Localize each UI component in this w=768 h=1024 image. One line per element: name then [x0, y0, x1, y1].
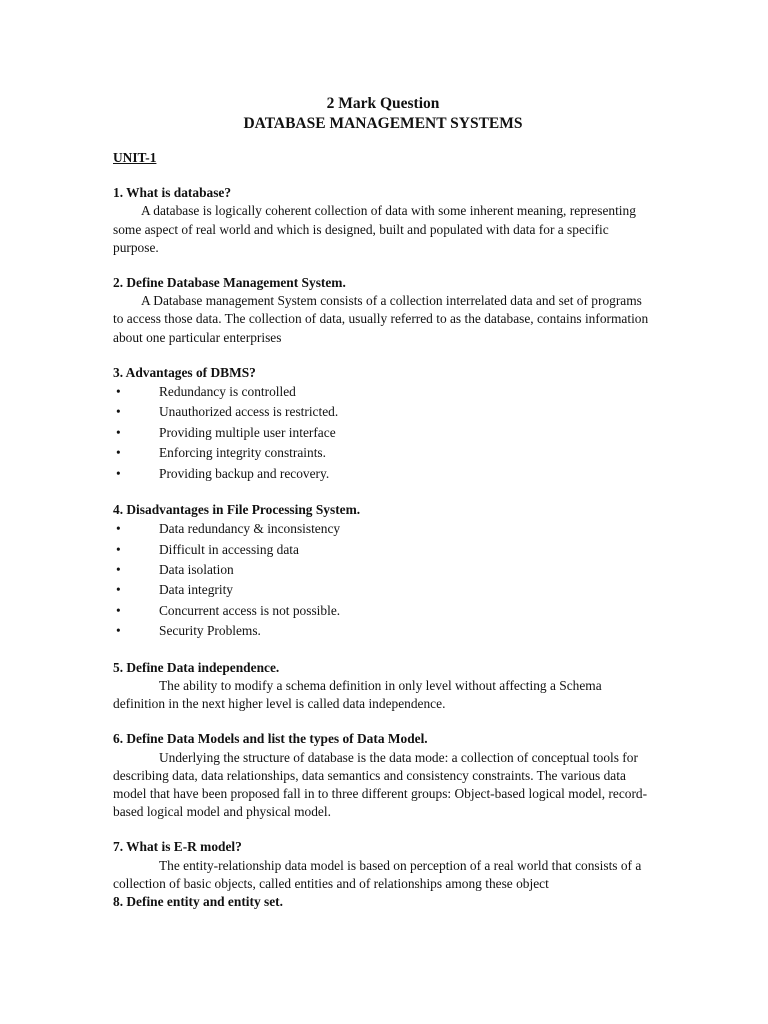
list-item: • Enforcing integrity constraints. [113, 443, 653, 463]
title-line-1: 2 Mark Question [326, 95, 440, 112]
list-item: • Providing multiple user interface [113, 423, 653, 443]
question-8 [113, 893, 653, 911]
document-page [113, 94, 653, 911]
question-7-heading: 7. What is E-R model? [113, 839, 242, 855]
question-1 [113, 184, 653, 257]
question-4 [113, 501, 653, 642]
list-item: • Data integrity [113, 580, 653, 600]
question-6 [113, 730, 653, 821]
bullet-icon: • [116, 384, 121, 400]
bullet-icon: • [116, 445, 121, 461]
unit-heading: UNIT-1 [113, 150, 157, 165]
list-item: • Security Problems. [113, 621, 653, 641]
bullet-icon: • [116, 404, 121, 420]
advantages-list [113, 382, 653, 484]
question-6-heading: 6. Define Data Models and list the types of Data Model. [113, 731, 428, 747]
bullet-icon: • [116, 424, 121, 440]
question-5-answer: The ability to modify a schema definition in only level without affecting a Schema definition in the next higher level is called data independence. [113, 677, 602, 712]
question-7 [113, 838, 653, 893]
bullet-icon: • [116, 465, 121, 481]
bullet-icon: • [116, 582, 121, 598]
question-5-heading: 5. Define Data independence. [113, 659, 280, 675]
list-item: • Redundancy is controlled [113, 382, 653, 402]
disadvantages-list [113, 519, 653, 641]
list-item: • Unauthorized access is restricted. [113, 402, 653, 422]
question-1-answer: A database is logically coherent collection of data with some inherent meaning, representing some aspect of real world and which is designed, built and populated with data for a specific purpose. [113, 203, 636, 255]
list-item: • Concurrent access is not possible. [113, 601, 653, 621]
list-item: • Providing backup and recovery. [113, 464, 653, 484]
list-item: • Data isolation [113, 560, 653, 580]
question-8-heading: 8. Define entity and entity set. [113, 893, 283, 909]
bullet-icon: • [116, 521, 121, 537]
bullet-icon: • [116, 541, 121, 557]
list-item: • Difficult in accessing data [113, 540, 653, 560]
question-5 [113, 659, 653, 714]
bullet-icon: • [116, 602, 121, 618]
question-7-answer: The entity-relationship data model is based on perception of a real world that consists of a collection of basic objects, called entities and of relationships among these object [113, 857, 642, 891]
question-2-heading: 2. Define Database Management System. [113, 275, 346, 291]
question-6-answer: Underlying the structure of database is the data mode: a collection of conceptual tools for describing data, data relationships, data semantics and consistency constraints. The various data model that have been proposed fall in to three different groups: Object-based logical model, record-based logical model and physical model. [113, 749, 648, 820]
list-item: • Data redundancy & inconsistency [113, 519, 653, 539]
bullet-icon: • [116, 562, 121, 578]
title-line-2: DATABASE MANAGEMENT SYSTEMS [243, 115, 523, 132]
document-title [113, 94, 653, 134]
question-4-heading: 4. Disadvantages in File Processing System. [113, 502, 361, 518]
question-3-heading: 3. Advantages of DBMS? [113, 364, 256, 380]
question-2 [113, 274, 653, 347]
question-2-answer: A Database management System consists of a collection interrelated data and set of programs to access those data. The collection of data, usually referred to as the database, contains information about one particular enterprises [113, 293, 649, 345]
bullet-icon: • [116, 623, 121, 639]
question-1-heading: 1. What is database? [113, 185, 232, 201]
question-3 [113, 364, 653, 484]
